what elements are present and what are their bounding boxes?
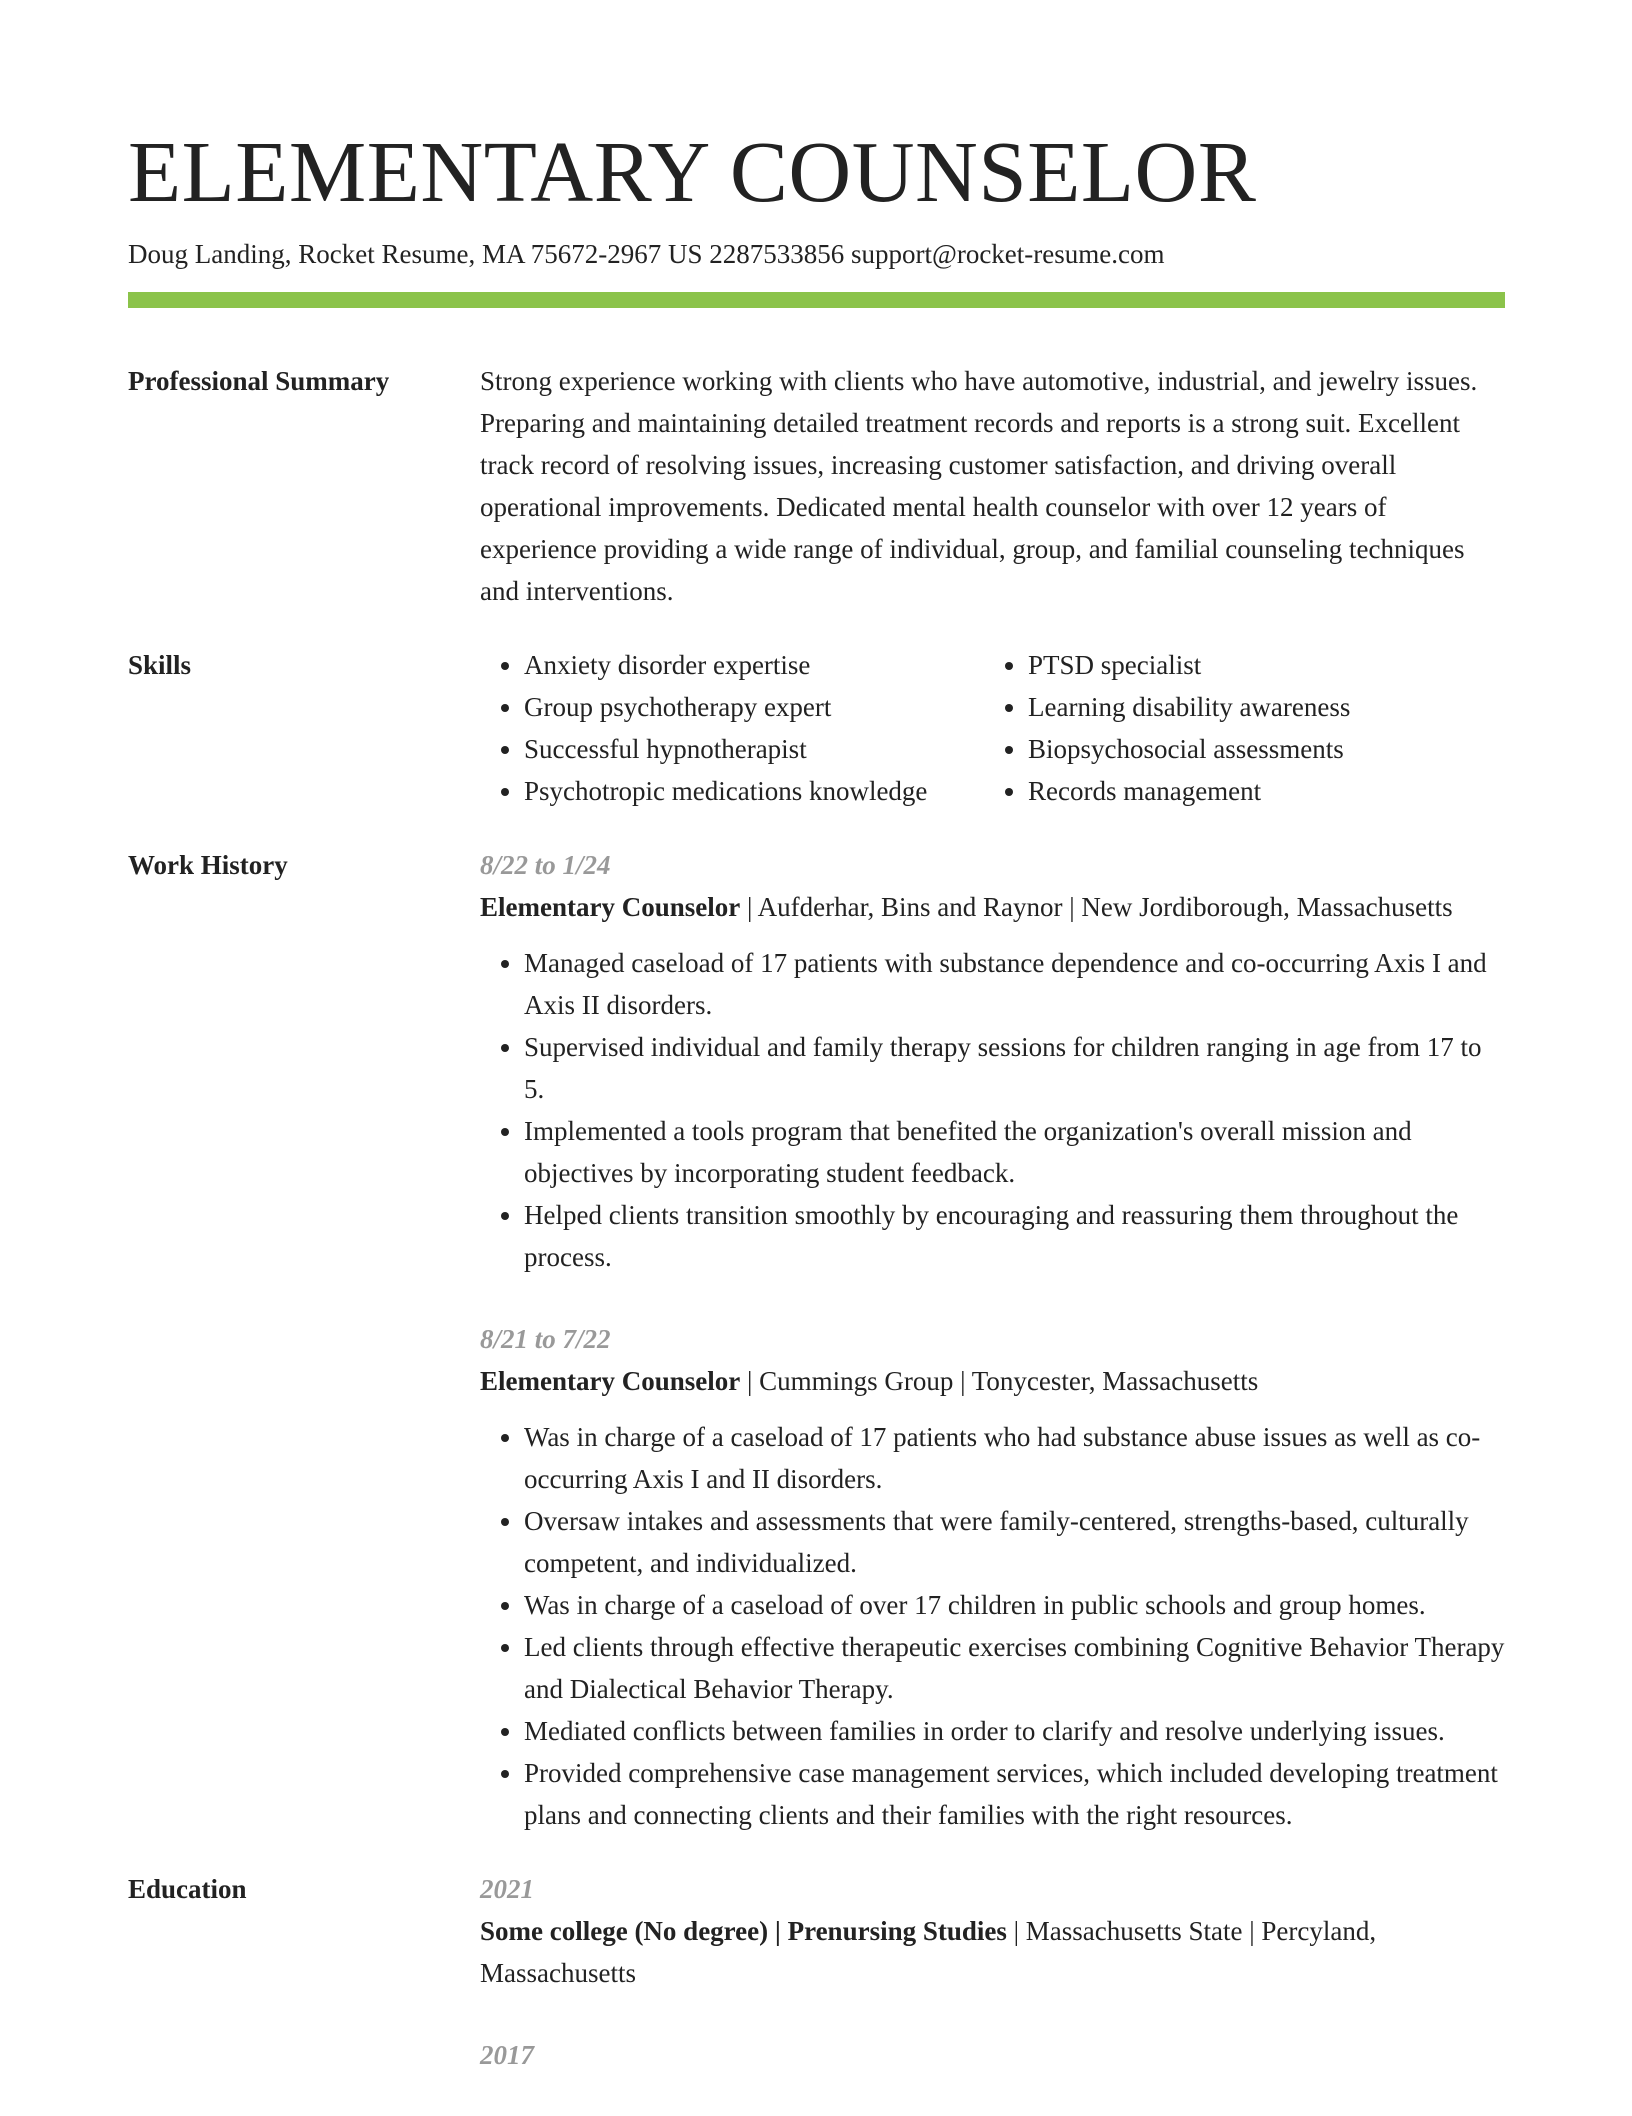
- education-entry: [480, 1868, 1505, 1994]
- skill-item: • Anxiety disorder expertise: [524, 644, 984, 686]
- job-employer-location: | Cummings Group | Tonycester, Massachusetts: [740, 1366, 1259, 1396]
- skill-item: • PTSD specialist: [1028, 644, 1350, 686]
- education-title-line: [480, 1910, 1505, 1994]
- job-bullet: • Mediated conflicts between families in order to clarify and resolve underlying issues.: [524, 1710, 1505, 1752]
- job-bullet: • Was in charge of a caseload of over 17 children in public schools and group homes.: [524, 1584, 1505, 1626]
- skill-item: • Group psychotherapy expert: [524, 686, 984, 728]
- job-title-line: [480, 886, 1505, 928]
- education-section: [128, 1868, 1505, 2116]
- job-bullet: • Oversaw intakes and assessments that were family-centered, strengths-based, culturally competent, and individualized.: [524, 1500, 1505, 1584]
- summary-text: Strong experience working with clients who have automotive, industrial, and jewelry issues. Preparing and maintaining detailed treatment records and reports is a strong suit. Excellent track record of resolving issues, increasing customer satisfaction, and driving overall operational improvements. Dedicated mental health counselor with over 12 years of experience providing a wide range of individual, group, and familial counseling techniques and interventions.: [480, 366, 1478, 606]
- work-history-section: [128, 844, 1505, 1868]
- education-date: 2017: [480, 2040, 534, 2070]
- contact-line: Doug Landing, Rocket Resume, MA 75672-2967 US 2287533856 support@rocket-resume.com: [128, 239, 1165, 269]
- resume-title: ELEMENTARY COUNSELOR: [128, 123, 1257, 220]
- job-entry: [480, 844, 1505, 1278]
- job-bullets: [480, 1416, 1505, 1836]
- education-date: 2021: [480, 1874, 534, 1904]
- job-bullets: [480, 942, 1505, 1278]
- job-employer-location: | Aufderhar, Bins and Raynor | New Jordiborough, Massachusetts: [740, 892, 1453, 922]
- section-label-skills: Skills: [128, 650, 192, 680]
- accent-divider: [128, 292, 1505, 308]
- job-bullet: • Implemented a tools program that benefited the organization's overall mission and objectives by incorporating student feedback.: [524, 1110, 1505, 1194]
- education-school-location: | Massachusetts State | Percyland, Massachusetts: [480, 1916, 1377, 1988]
- section-label-work-history: Work History: [128, 850, 288, 880]
- skills-column-1: [480, 644, 984, 812]
- job-date: 8/22 to 1/24: [480, 850, 611, 880]
- job-bullet: • Was in charge of a caseload of 17 patients who had substance abuse issues as well as co-occurring Axis I and II disorders.: [524, 1416, 1505, 1500]
- job-bullet: • Managed caseload of 17 patients with substance dependence and co-occurring Axis I and Axis II disorders.: [524, 942, 1505, 1026]
- section-label-summary: Professional Summary: [128, 366, 390, 396]
- skills-section: [128, 644, 1505, 844]
- job-bullet: • Supervised individual and family therapy sessions for children ranging in age from 17 to 5.: [524, 1026, 1505, 1110]
- job-bullet: • Led clients through effective therapeutic exercises combining Cognitive Behavior Therapy and Dialectical Behavior Therapy.: [524, 1626, 1505, 1710]
- skill-item: • Biopsychosocial assessments: [1028, 728, 1350, 770]
- skill-item: • Psychotropic medications knowledge: [524, 770, 984, 812]
- education-entry: [480, 2034, 1505, 2076]
- job-entry: [480, 1318, 1505, 1836]
- job-title: Elementary Counselor: [480, 1366, 741, 1396]
- resume-page: [128, 118, 1505, 2116]
- job-title: Elementary Counselor: [480, 892, 741, 922]
- skill-item: • Successful hypnotherapist: [524, 728, 984, 770]
- job-date: 8/21 to 7/22: [480, 1324, 611, 1354]
- job-bullet: • Helped clients transition smoothly by encouraging and reassuring them throughout the process.: [524, 1194, 1505, 1278]
- education-degree: Some college (No degree) | Prenursing Studies: [480, 1916, 1007, 1946]
- summary-section: [128, 360, 1505, 644]
- skills-list: [480, 644, 1505, 812]
- job-bullet: • Provided comprehensive case management services, which included developing treatment plans and connecting clients and their families with the right resources.: [524, 1752, 1505, 1836]
- section-label-education: Education: [128, 1874, 247, 1904]
- skill-item: • Learning disability awareness: [1028, 686, 1350, 728]
- job-title-line: [480, 1360, 1505, 1402]
- skill-item: • Records management: [1028, 770, 1350, 812]
- skills-column-2: [984, 644, 1350, 812]
